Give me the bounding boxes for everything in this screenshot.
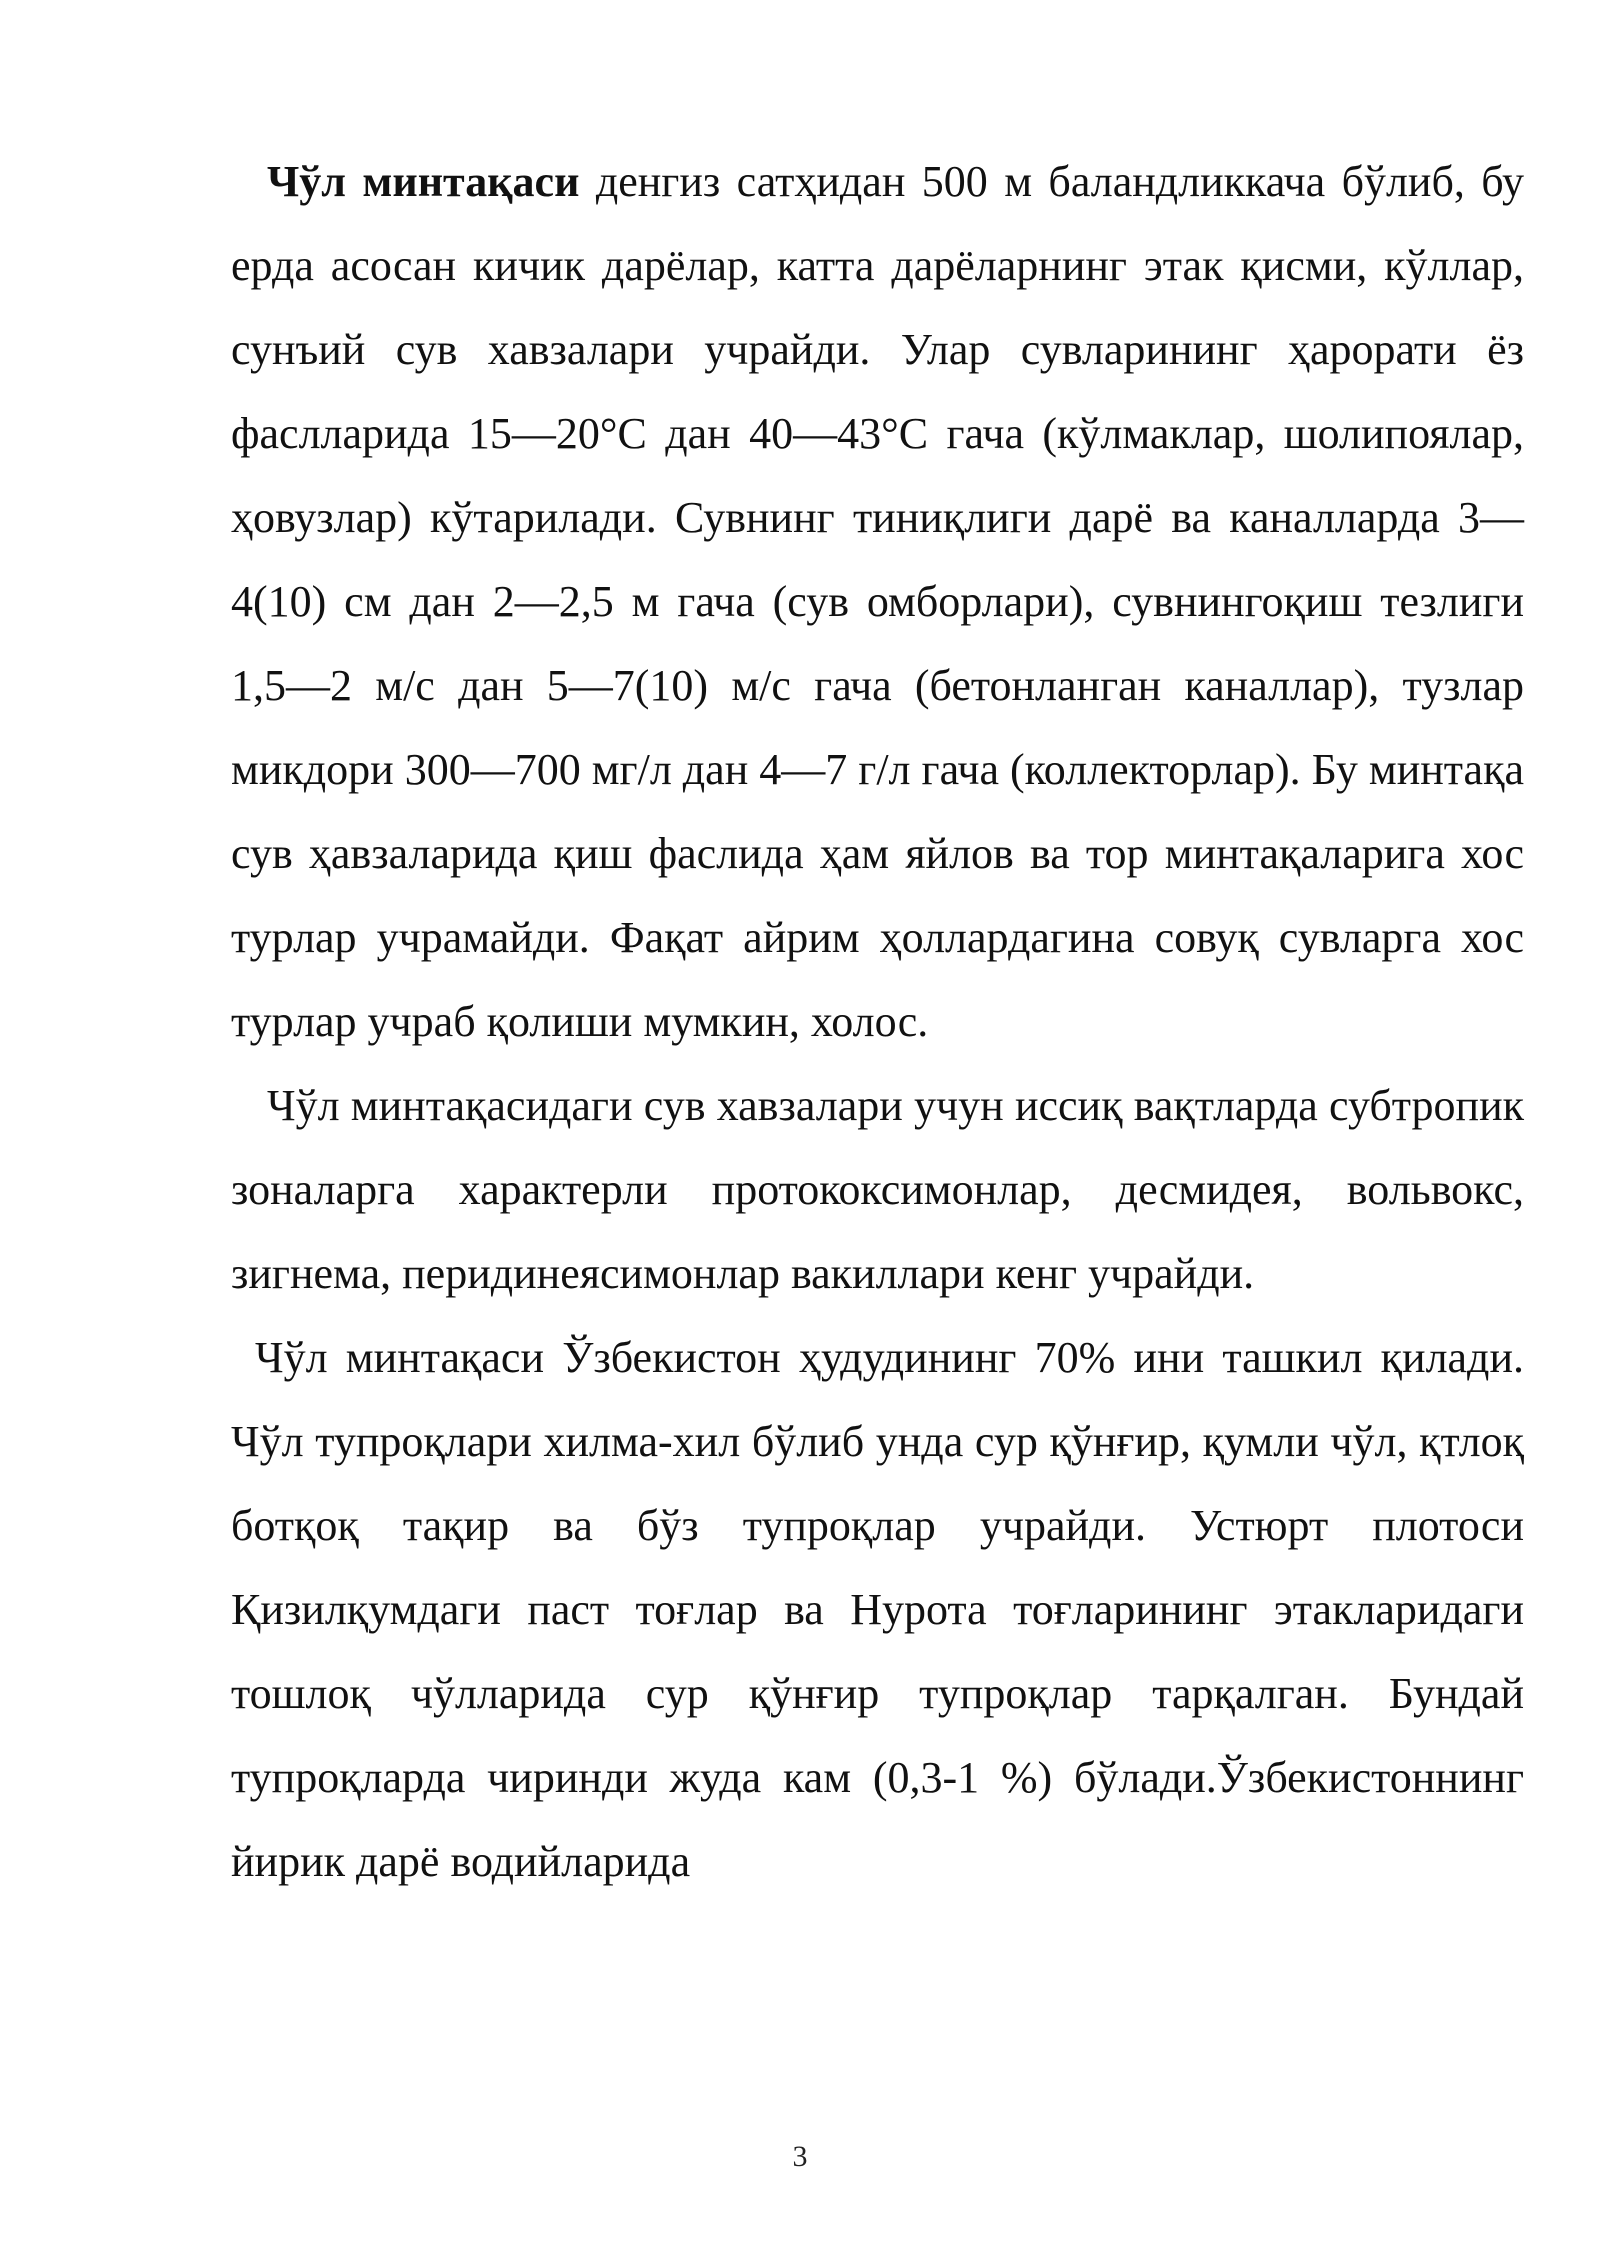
paragraph-2: Чўл минтақасидаги сув хавзалари учун иссиқ вақтларда субтропик зоналарга характерли протококсимонлар, десмидея, вольвокс, зигнема, перидинеясимонлар вакиллари кенг учрайди.: [231, 1081, 1524, 1298]
paragraph-1: [231, 140, 1524, 1064]
paragraph-1-bold-lead: Чўл минтақаси: [267, 157, 580, 206]
page-number: 3: [792, 2140, 808, 2173]
paragraph-1-text: денгиз сатҳидан 500 м баландликкача бўлиб, бу ерда асосан кичик дарёлар, катта дарёларнинг этак қисми, кўллар, сунъий сув хавзалари учрайди. Улар сувларининг ҳарорати ёз фаслларида 15—20°С дан 40—43°С гача (кўлмаклар, шолипоялар, ҳовузлар) кўтарилади. Сувнинг тиниқлиги дарё ва каналларда 3—4(10) см дан 2—2,5 м гача (сув омборлари), сувнингоқиш тезлиги 1,5—2 м/с дан 5—7(10) м/с гача (бетонланган каналлар), тузлар микдори 300—700 мг/л дан 4—7 г/л гача (коллекторлар). Бу минтақа сув ҳавзаларида қиш фаслида ҳам яйлов ва тор минтақаларига хос турлар учрамайди. Фақат айрим ҳоллардагина совуқ сувларга хос турлар учраб қолиши мумкин, холос.: [231, 157, 1524, 1046]
paragraph-3: Чўл минтақаси Ўзбекистон ҳудудининг 70% ини ташкил қилади. Чўл тупроқлари хилма-хил бўлиб унда сур қўнғир, қумли чўл, қтлоқ ботқоқ тақир ва бўз тупроқлар учрайди. Устюрт плотоси Қизилқумдаги паст тоғлар ва Нурота тоғларининг этакларидаги тошлоқ чўлларида сур қўнғир тупроқлар тарқалган. Бундай тупроқларда чиринди жуда кам (0,3-1 %) бўлади.Ўзбекистоннинг йирик дарё водийларида: [231, 1333, 1524, 1886]
body-text: [231, 140, 1524, 1904]
